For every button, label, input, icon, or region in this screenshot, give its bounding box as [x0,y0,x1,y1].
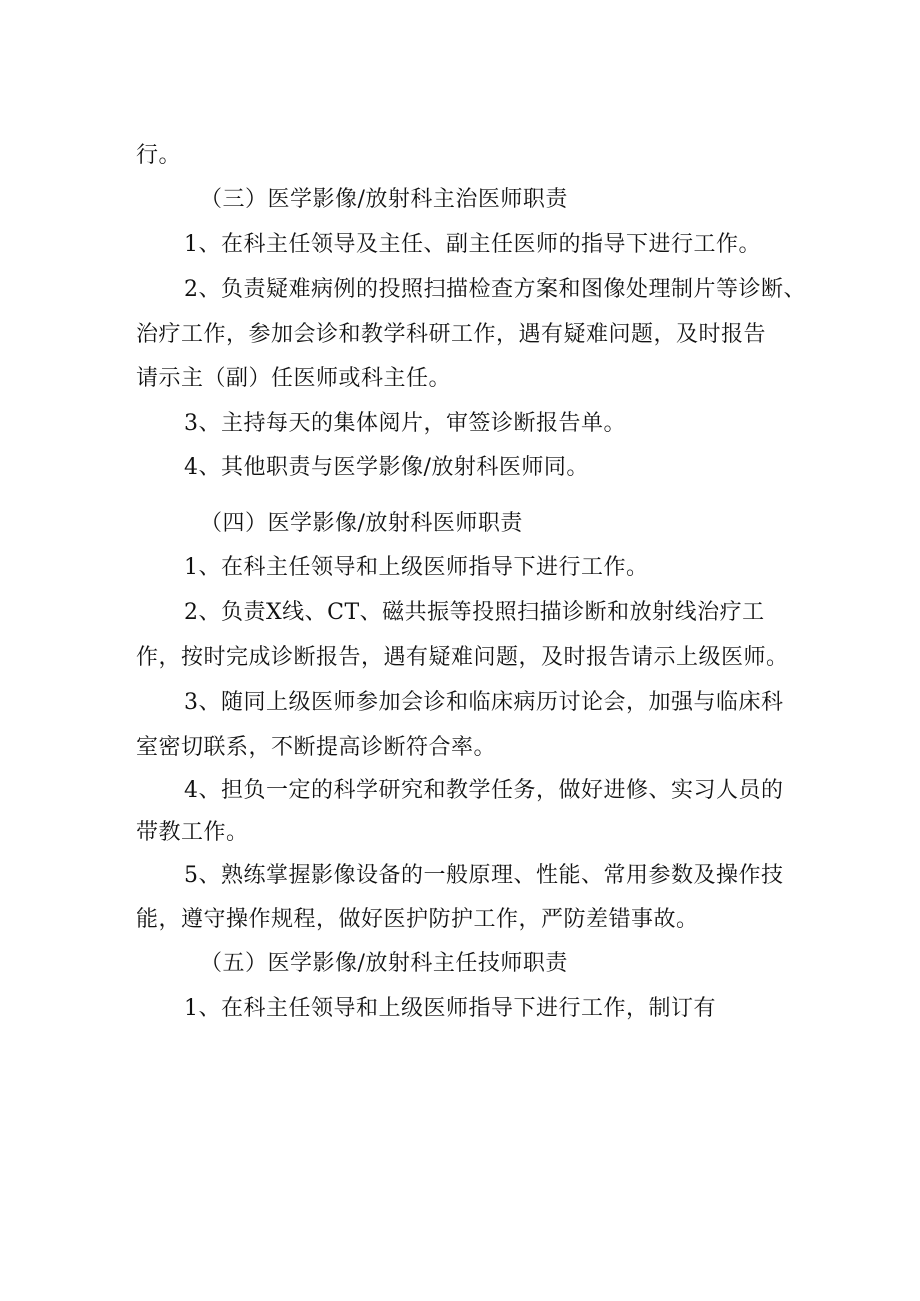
text-line: 4、担负一定的科学研究和教学任务，做好进修、实习人员的 [184,778,784,803]
text-line: 请示主（副）任医师或科主任。 [136,366,452,391]
text-line: 4、其他职责与医学影像/放射科医师同。 [184,455,589,480]
text-line: 3、随同上级医师参加会诊和临床病历讨论会，加强与临床科 [184,690,784,715]
text-line: 2、负责疑难病例的投照扫描检查方案和图像处理制片等诊断、 [184,277,806,302]
text-line: 5、熟练掌握影像设备的一般原理、性能、常用参数及操作技 [184,863,784,888]
text-line: 能，遵守操作规程，做好医护防护工作，严防差错事故。 [136,907,699,932]
text-line: 2、负责X线、CT、磁共振等投照扫描诊断和放射线治疗工 [184,600,765,625]
text-line: 1、在科主任领导和上级医师指导下进行工作，制订有 [184,996,716,1021]
text-line: 作，按时完成诊断报告，遇有疑难问题，及时报告请示上级医师。 [136,645,789,670]
section-heading: （三）医学影像/放射科主治医师职责 [200,187,568,212]
text-line: 行。 [136,143,182,168]
text-line: 1、在科主任领导及主任、副主任医师的指导下进行工作。 [184,232,761,257]
section-heading: （五）医学影像/放射科主任技师职责 [200,951,568,976]
text-line: 带教工作。 [136,820,249,845]
text-line: 室密切联系，不断提高诊断符合率。 [136,735,497,760]
section-heading: （四）医学影像/放射科医师职责 [200,511,523,536]
text-line: 1、在科主任领导和上级医师指导下进行工作。 [184,555,649,580]
text-line: 治疗工作，参加会诊和教学科研工作，遇有疑难问题，及时报告 [136,322,767,347]
text-line: 3、主持每天的集体阅片，审签诊断报告单。 [184,411,626,436]
